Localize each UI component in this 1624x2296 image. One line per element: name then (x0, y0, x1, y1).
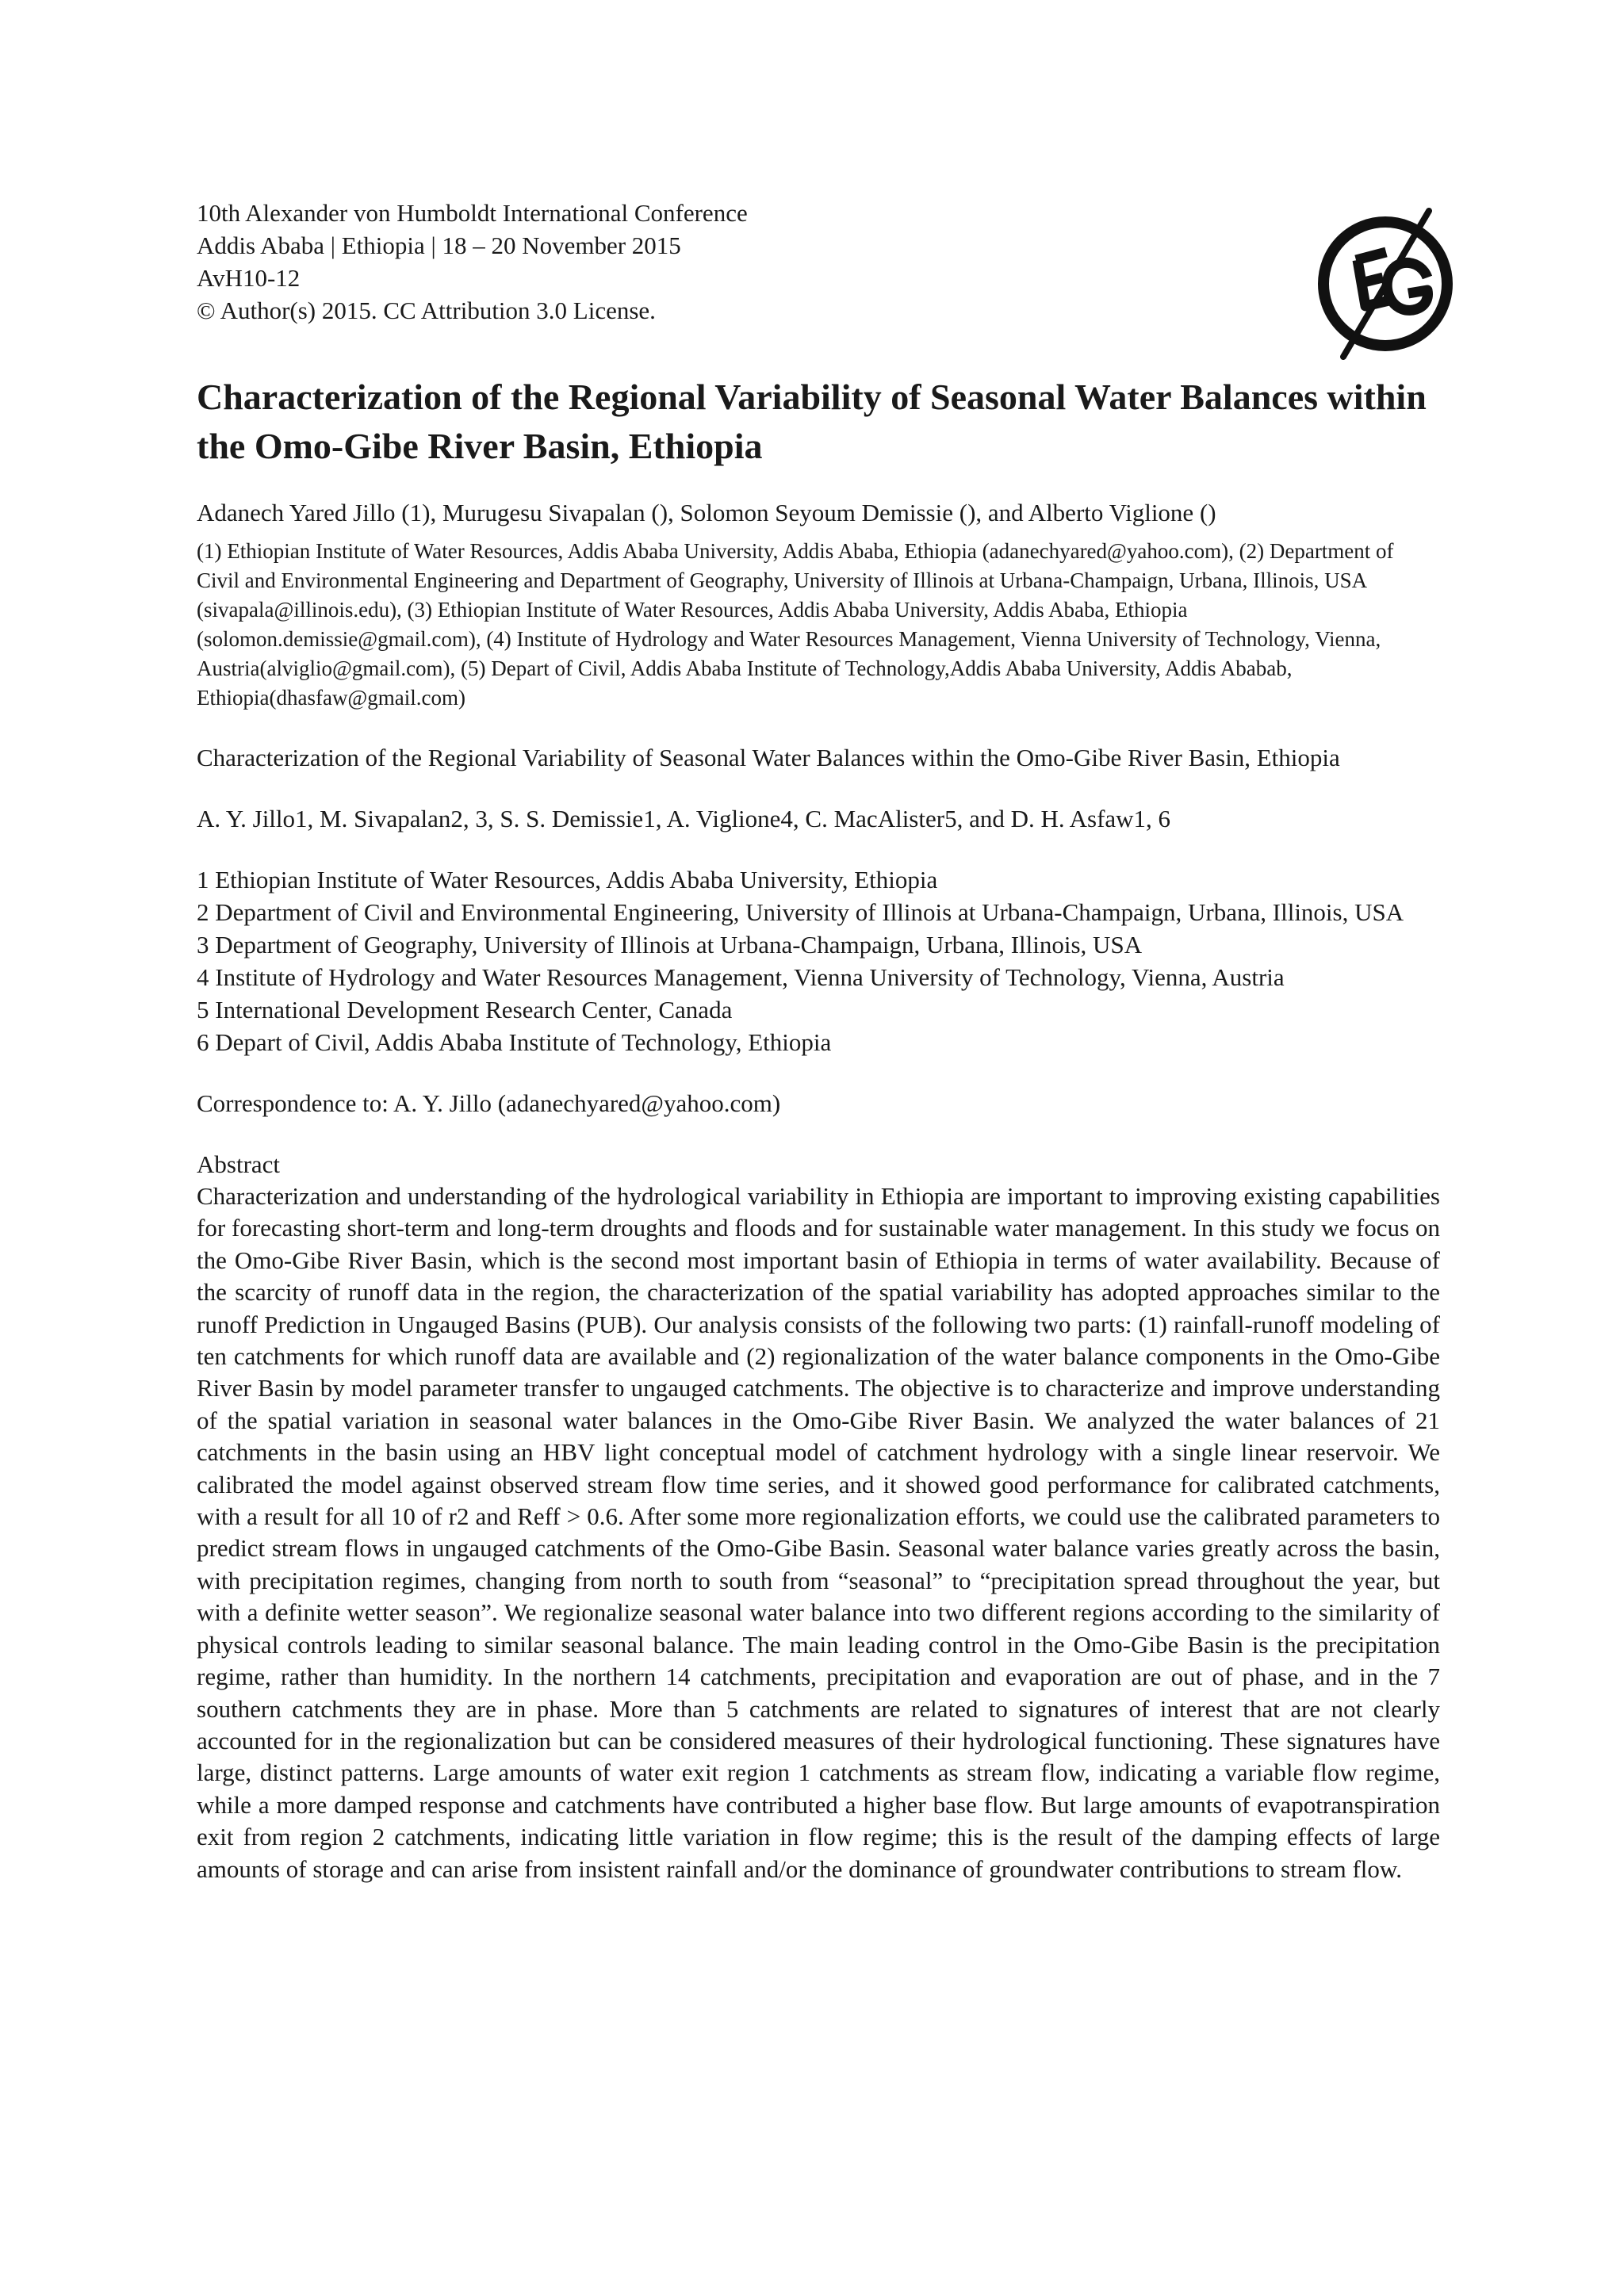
affiliation-item: 3 Department of Geography, University of Illinois at Urbana-Champaign, Urbana, Illinois, USA (197, 931, 1143, 959)
abstract-heading: Abstract (197, 1150, 281, 1178)
affiliation-item: 6 Depart of Civil, Addis Ababa Institute of Technology, Ethiopia (197, 1028, 832, 1056)
conference-name: 10th Alexander von Humboldt International Conference (197, 199, 748, 227)
affiliation-list (197, 863, 1440, 1058)
paper-title: Characterization of the Regional Variability of Seasonal Water Balances within the Omo-Gibe River Basin, Ethiopia (197, 377, 1427, 466)
affiliation-item: 2 Department of Civil and Environmental Engineering, University of Illinois at Urbana-Champaign, Urbana, Illinois, USA (197, 898, 1404, 926)
correspondence-line: Correspondence to: A. Y. Jillo (adanechyared@yahoo.com) (197, 1089, 781, 1117)
license-line: © Author(s) 2015. CC Attribution 3.0 License. (197, 297, 656, 324)
author-list: Adanech Yared Jillo (1), Murugesu Sivapalan (), Solomon Seyoum Demissie (), and Alberto Viglione () (197, 499, 1216, 526)
author-affiliations: (1) Ethiopian Institute of Water Resources, Addis Ababa University, Addis Ababa, Ethiopia (adanechyared@yahoo.com), (2) Department of Civil and Environmental Engineering and Department of Geography, University of Illinois at Urbana-Champaign, Urbana, Illinois, USA (sivapala@illinois.edu), (3) Ethiopian Institute of Water Resources, Addis Ababa University, Addis Ababa, Ethiopia (solomon.demissie@gmail.com), (4) Institute of Hydrology and Water Resources Management, Vienna University of Technology, Vienna, Austria(alviglio@gmail.com), (5) Depart of Civil, Addis Ababa Institute of Technology,Addis Ababa University, Addis Ababab, Ethiopia(dhasfaw@gmail.com) (197, 539, 1394, 710)
affiliation-item: 4 Institute of Hydrology and Water Resources Management, Vienna University of Technology, Vienna, Austria (197, 963, 1285, 991)
abstract-id: AvH10-12 (197, 264, 301, 292)
body-title: Characterization of the Regional Variability of Seasonal Water Balances within the Omo-Gibe River Basin, Ethiopia (197, 744, 1340, 771)
body-authors: A. Y. Jillo1, M. Sivapalan2, 3, S. S. Demissie1, A. Viglione4, C. MacAlister5, and D. H. Asfaw1, 6 (197, 805, 1171, 832)
affiliation-item: 1 Ethiopian Institute of Water Resources, Addis Ababa University, Ethiopia (197, 866, 938, 894)
affiliation-item: 5 International Development Research Center, Canada (197, 996, 733, 1024)
conference-location-date: Addis Ababa | Ethiopia | 18 – 20 November 2015 (197, 232, 681, 259)
page-content (197, 197, 1440, 1885)
conference-header (197, 197, 1440, 327)
abstract-text: Characterization and understanding of the hydrological variability in Ethiopia are important to improving existing capabilities for forecasting short-term and long-term droughts and floods and for sustainable water management. In this study we focus on the Omo-Gibe River Basin, which is the second most important basin of Ethiopia in terms of water availability. Because of the scarcity of runoff data in the region, the characterization of the spatial variability has adopted approaches similar to the runoff Prediction in Ungauged Basins (PUB). Our analysis consists of the following two parts: (1) rainfall-runoff modeling of ten catchments for which runoff data are available and (2) regionalization of the water balance components in the Omo-Gibe River Basin by model parameter transfer to ungauged catchments. The objective is to characterize and improve understanding of the spatial variation in seasonal water balances in the Omo-Gibe River Basin. We analyzed the water balances of 21 catchments in the basin using an HBV light conceptual model of catchment hydrology with a single linear reservoir. We calibrated the model against observed stream flow time series, and it showed good performance for calibrated catchments, with a result for all 10 of r2 and Reff > 0.6. After some more regionalization efforts, we could use the calibrated parameters to predict stream flows in ungauged catchments of the Omo-Gibe Basin. Seasonal water balance varies greatly across the basin, with precipitation regimes, changing from north to south from “seasonal” to “precipitation spread throughout the year, but with a definite wetter season”. We regionalize seasonal water balance into two different regions according to the similarity of physical controls leading to similar seasonal balance. The main leading control in the Omo-Gibe Basin is the precipitation regime, rather than humidity. In the northern 14 catchments, precipitation and evaporation are out of phase, and in the 7 southern catchments they are in phase. More than 5 catchments are related to signatures of interest that are not clearly accounted for in the regionalization but can be considered measures of their hydrological functioning. These signatures have large, distinct patterns. Large amounts of water exit region 1 catchments as stream flow, indicating a variable flow regime, while a more damped response and catchments have contributed a higher base flow. But large amounts of evapotranspiration exit from region 2 catchments, indicating little variation in flow regime; this is the result of the damping effects of large amounts of storage and can arise from insistent rainfall and/or the dominance of groundwater contributions to stream flow. (197, 1182, 1440, 1883)
